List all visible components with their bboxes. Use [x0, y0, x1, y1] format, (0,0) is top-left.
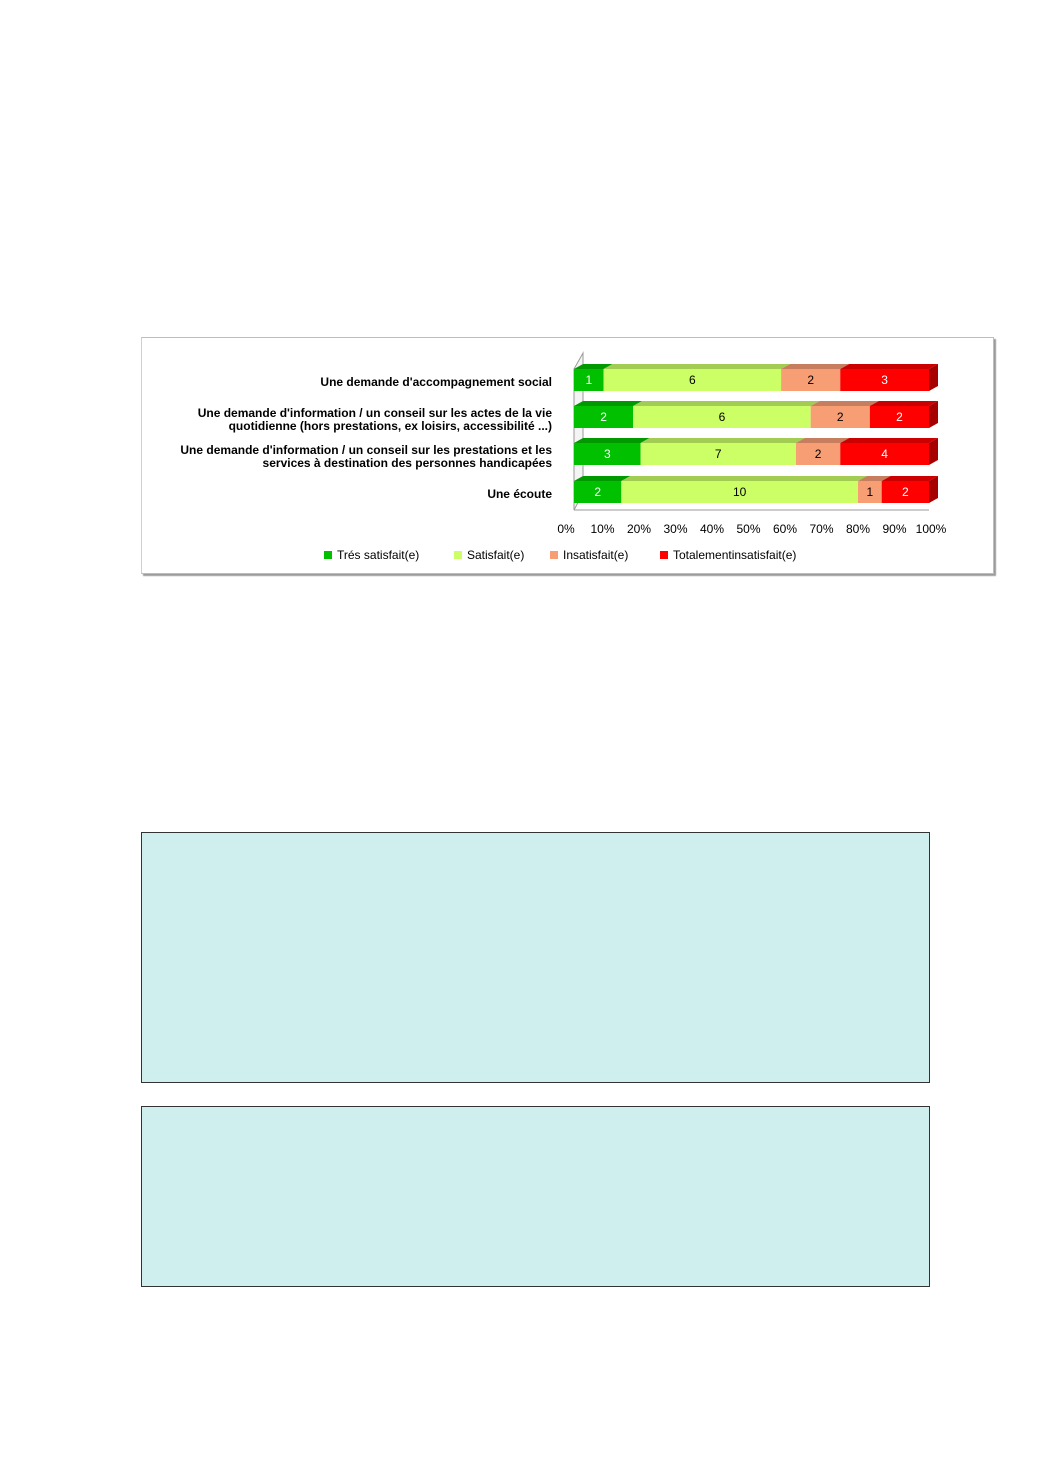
- bar-segment-top: [840, 438, 938, 443]
- bar-segment-top: [641, 438, 805, 443]
- x-tick-label: 10%: [590, 522, 615, 536]
- x-tick-label: 0%: [557, 522, 575, 536]
- stacked-bar-chart: [142, 338, 993, 573]
- bar-segment-top: [574, 401, 642, 406]
- category-label: Une demande d'information / un conseil sur les actes de la vie: [197, 406, 552, 420]
- x-tick-label: 40%: [699, 522, 725, 536]
- comment-box: [141, 832, 930, 1083]
- x-tick-label: 80%: [845, 522, 871, 536]
- x-tick-label: 50%: [736, 522, 761, 536]
- bar-segment-top: [574, 438, 650, 443]
- comment-box: [141, 1106, 930, 1287]
- data-label: 2: [600, 410, 607, 424]
- data-label: 2: [594, 485, 602, 499]
- data-label: 6: [688, 373, 696, 387]
- data-label: 2: [836, 410, 844, 424]
- legend-swatch: [454, 551, 462, 559]
- data-label: 2: [901, 485, 909, 499]
- x-tick-label: 70%: [809, 522, 834, 536]
- data-label: 1: [866, 485, 874, 499]
- bar-segment-top: [870, 401, 938, 406]
- legend-swatch: [660, 551, 668, 559]
- bar-segment-top: [604, 364, 790, 369]
- bar-segment-top: [882, 476, 938, 481]
- bar-segment-top: [796, 438, 849, 443]
- x-tick-label: 20%: [626, 522, 652, 536]
- legend-label: Trés satisfait(e): [337, 548, 420, 562]
- legend-label: Totalementinsatisfait(e): [673, 548, 797, 562]
- category-label: quotidienne (hors prestations, ex loisirs, accessibilité ...): [228, 419, 552, 433]
- data-label: 3: [881, 373, 888, 387]
- bar-segment-top: [840, 364, 938, 369]
- bar-segment-top: [781, 364, 849, 369]
- bar-segment-top: [574, 476, 630, 481]
- x-tick-label: 100%: [915, 522, 947, 536]
- data-label: 2: [896, 410, 903, 424]
- data-label: 6: [718, 410, 726, 424]
- x-tick-label: 90%: [882, 522, 907, 536]
- data-label: 3: [603, 447, 611, 461]
- data-label: 2: [814, 447, 822, 461]
- data-label: 7: [714, 447, 722, 461]
- legend-swatch: [550, 551, 558, 559]
- category-label: Une écoute: [487, 487, 552, 501]
- x-tick-label: 60%: [772, 522, 798, 536]
- legend-label: Insatisfait(e): [563, 548, 629, 562]
- data-label: 4: [881, 447, 888, 461]
- category-label: Une demande d'accompagnement social: [320, 375, 552, 389]
- category-label: services à destination des personnes handicapées: [262, 456, 552, 470]
- legend-swatch: [324, 551, 332, 559]
- chart-container: [141, 337, 994, 574]
- data-label: 1: [585, 373, 593, 387]
- x-tick-label: 30%: [663, 522, 688, 536]
- legend-label: Satisfait(e): [467, 548, 525, 562]
- data-label: 10: [732, 485, 747, 499]
- data-label: 2: [807, 373, 815, 387]
- bar-segment-top: [621, 476, 867, 481]
- bar-segment-top: [811, 401, 879, 406]
- bar-segment-top: [633, 401, 820, 406]
- category-label: Une demande d'information / un conseil sur les prestations et les: [180, 443, 552, 457]
